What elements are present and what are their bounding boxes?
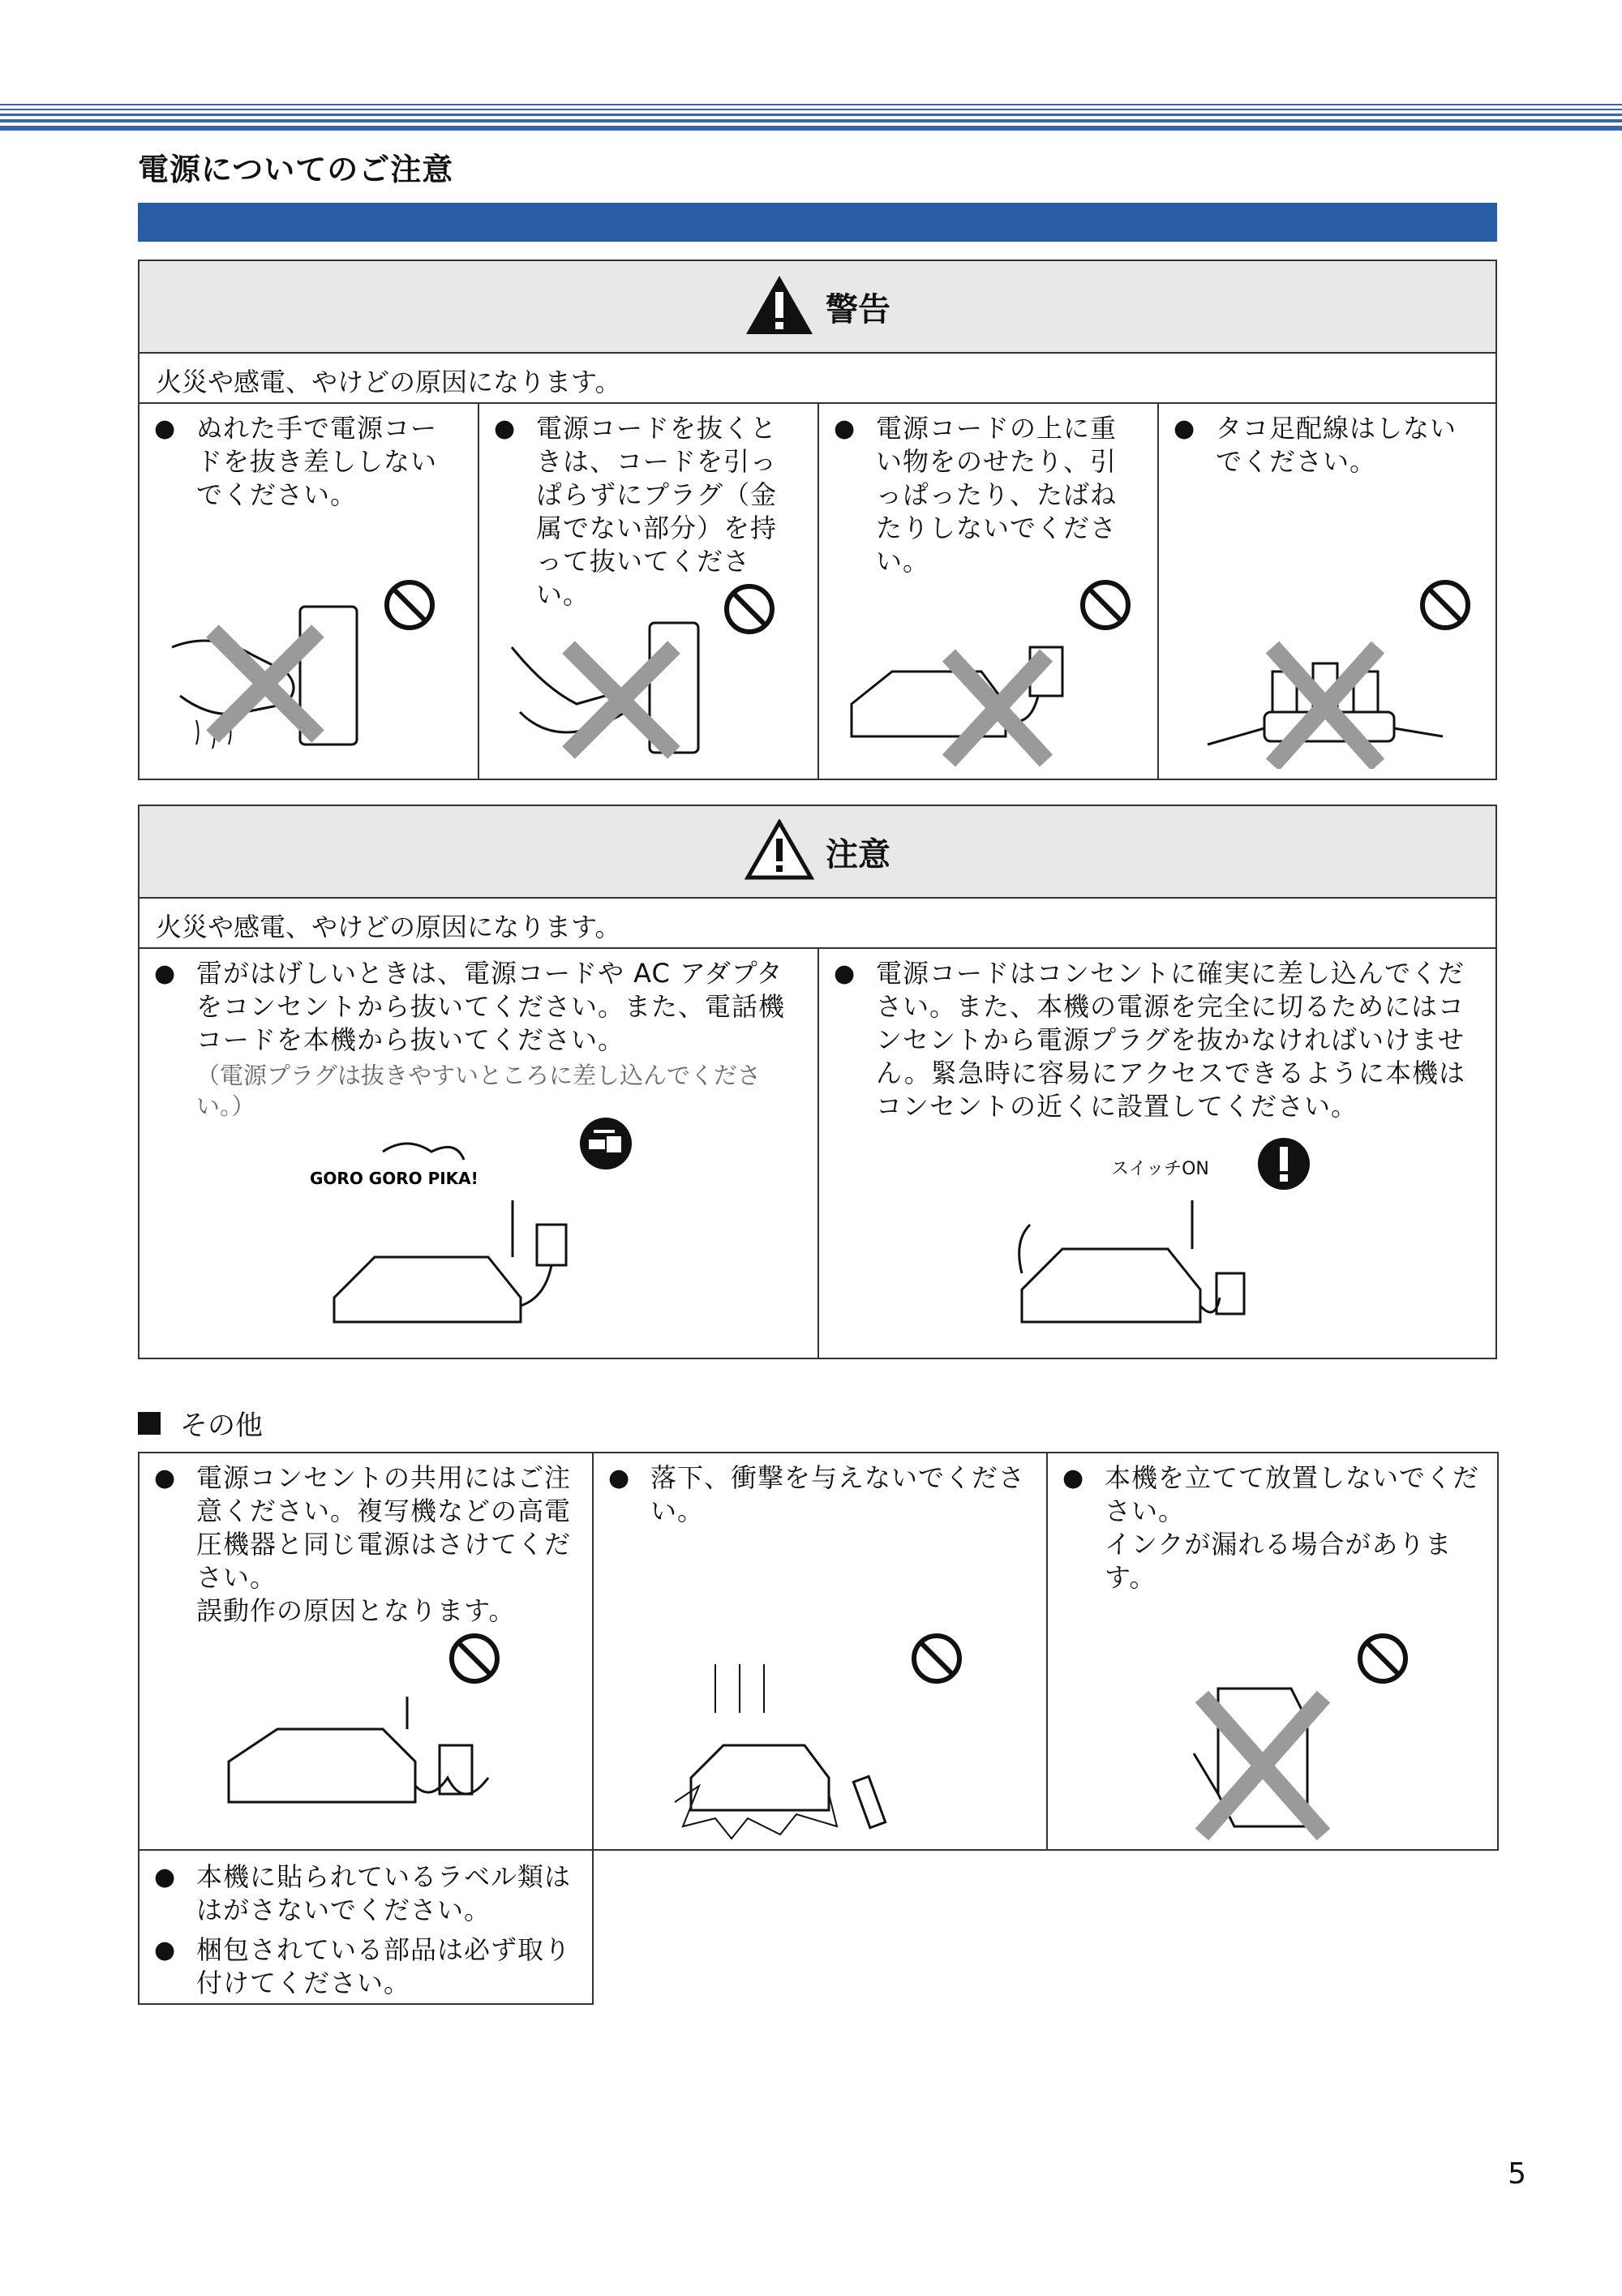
bullet: ● [608, 1464, 631, 1492]
item-text: 落下、衝撃を与えないでください。 [650, 1462, 1026, 1526]
unplug-icon [577, 1115, 634, 1172]
page-number: 5 [1508, 2157, 1526, 2191]
item-text: 電源コードを抜くときは、コードを引っぱらずにプラグ（金属でない部分）を持って抜いてください。 [536, 413, 778, 610]
prohibited-icon [1356, 1632, 1410, 1685]
item-text: 本機に貼られているラベル類ははがさないでください。 [196, 1861, 572, 1925]
bullet: ● [154, 1863, 177, 1891]
item-text: 梱包されている部品は必ず取り付けてください。 [196, 1934, 572, 1998]
warning-cell-octopus-wiring [1159, 404, 1495, 779]
warning-cell-pull-plug [479, 404, 819, 779]
item-note: （電源プラグは抜きやすいところに差し込んでください。） [196, 1062, 762, 1120]
warning-summary: 火災や感電、やけどの原因になります。 [139, 354, 1495, 404]
other-heading-text: その他 [180, 1410, 263, 1442]
prohibited-icon [723, 582, 776, 636]
falling-printer-illustration [667, 1664, 926, 1843]
bullet: ● [1174, 414, 1196, 443]
switch-on-label: スイッチON [1111, 1159, 1209, 1179]
caution-header [139, 806, 1495, 899]
prohibited-icon [1079, 578, 1132, 632]
power-strip-illustration [1191, 615, 1451, 769]
other-cell-shared-outlet [139, 1453, 594, 1849]
bullet: ● [154, 1936, 177, 1964]
warning-triangle-icon [744, 274, 814, 339]
item-text: 電源コードはコンセントに確実に差し込んでください。また、本機の電源を完全に切るためにはコンセントから電源プラグを抜かなければいけません。緊急時に容易にアクセスできるように本機はコンセントの近くに設置してください。 [876, 958, 1465, 1122]
other-cell-drop-shock [594, 1453, 1048, 1849]
other-box [138, 1452, 1499, 1851]
bullet: ● [494, 414, 517, 443]
switch-on-printer-illustration [1006, 1152, 1249, 1338]
item-text-2: インクが漏れる場合があります。 [1105, 1529, 1453, 1593]
thunder-printer-illustration [302, 1135, 577, 1346]
mandatory-icon [1257, 1137, 1311, 1191]
item-text: 電源コンセントの共用にはご注意ください。複写機などの高電圧機器と同じ電源はさけてください。 [196, 1462, 572, 1593]
caution-cell-outlet [819, 949, 1495, 1358]
other-extra-box [138, 1849, 594, 2005]
square-bullet-icon [138, 1412, 161, 1435]
bullet: ● [1062, 1464, 1085, 1492]
other-section-heading [138, 1403, 263, 1443]
bullet: ● [154, 959, 177, 988]
pull-cord-illustration [504, 615, 723, 769]
warning-cell-heavy-objects [819, 404, 1159, 779]
upright-printer-illustration [1186, 1672, 1348, 1843]
item-text-2: 誤動作の原因となります。 [196, 1595, 516, 1626]
shared-outlet-printer-illustration [221, 1697, 545, 1843]
caution-box [138, 805, 1497, 1359]
thunder-sound-text: GORO GORO PIKA! [310, 1169, 478, 1188]
item-text: タコ足配線はしないでください。 [1216, 413, 1457, 477]
caution-triangle-icon [744, 819, 814, 884]
other-cell-stand-upright [1048, 1453, 1497, 1849]
item-text: 電源コードの上に重い物をのせたり、引っぱったり、たばねたりしないでください。 [876, 413, 1118, 577]
wet-hands-plug-illustration [164, 599, 375, 761]
prohibited-icon [383, 578, 436, 632]
prohibited-icon [448, 1632, 501, 1685]
bullet: ● [834, 959, 856, 988]
printer-cord-illustration [843, 631, 1087, 769]
caution-summary: 火災や感電、やけどの原因になります。 [139, 899, 1495, 949]
item-text: 本機を立てて放置しないでください。 [1105, 1462, 1480, 1526]
item-text: 雷がはげしいときは、電源コードや AC アダプタをコンセントから抜いてください。また、電話機コードを本機から抜いてください。 [196, 958, 786, 1055]
top-decorative-rules [0, 104, 1622, 133]
page-title: 電源についてのご注意 [138, 152, 454, 187]
bullet: ● [154, 1464, 177, 1492]
warning-box [138, 260, 1497, 780]
title-band [138, 203, 1497, 242]
caution-cell-thunder [139, 949, 819, 1358]
warning-cell-wet-hands [139, 404, 479, 779]
warning-label: 警告 [826, 290, 890, 328]
caution-label: 注意 [826, 835, 890, 873]
warning-header [139, 261, 1495, 354]
item-text: ぬれた手で電源コードを抜き差ししないでください。 [196, 413, 438, 510]
bullet: ● [834, 414, 856, 443]
bullet: ● [154, 414, 177, 443]
